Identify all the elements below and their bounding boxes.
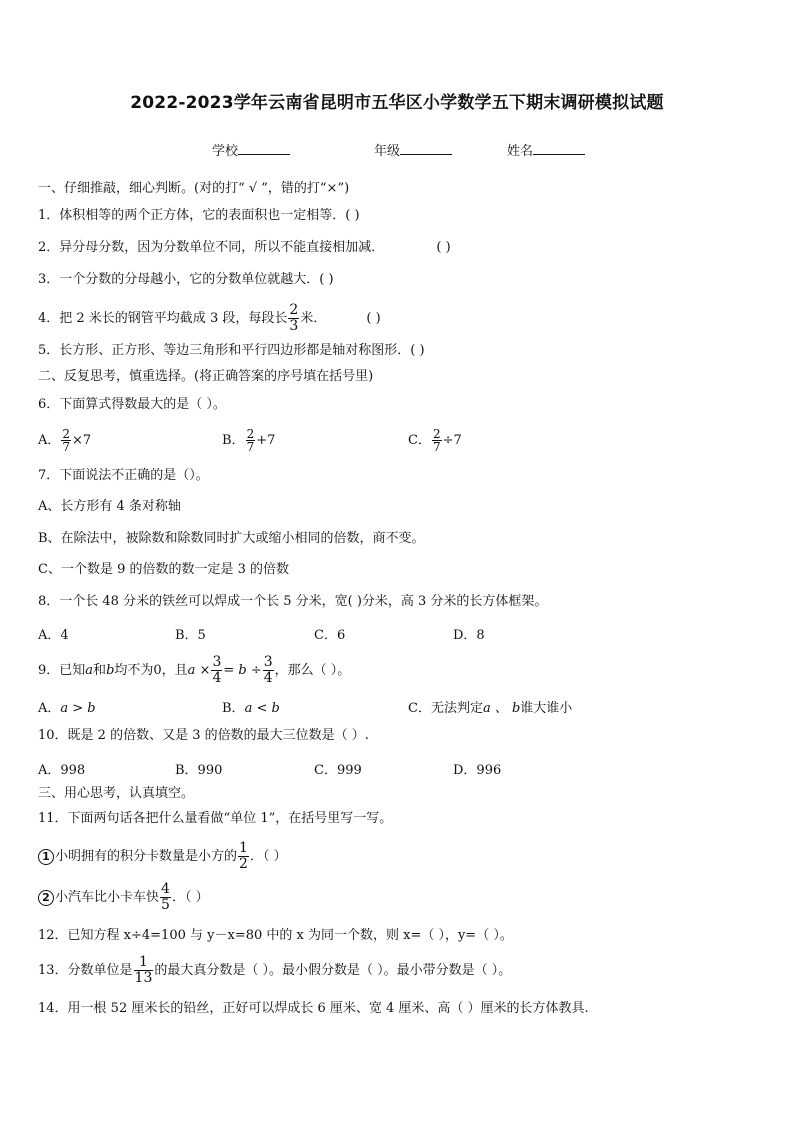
question-11-part-1-answer[interactable]: ．（ ） xyxy=(249,849,287,864)
question-7-option-c[interactable]: C、一个数是 9 的倍数的数一定是 3 的倍数 xyxy=(38,562,290,577)
question-9-option-a[interactable]: A．a > b xyxy=(38,701,96,716)
question-2-answer[interactable]: ( ) xyxy=(436,240,451,255)
fraction-1-2: $\frac{1}{2}$ xyxy=(239,840,248,872)
fraction-2-3: $\frac{2}{3}$ xyxy=(289,302,299,334)
question-10-option-a[interactable]: A．998 xyxy=(38,763,86,778)
name-blank[interactable] xyxy=(533,142,585,155)
question-11-part-1: 1 小明拥有的积分卡数量是小方的 $\frac{1}{2}$ ．（ ） xyxy=(38,841,287,872)
circled-number-1: 1 xyxy=(38,849,54,865)
fraction-3-4: $\frac{3}{4}$ xyxy=(212,654,222,686)
question-8-option-a[interactable]: A．4 xyxy=(38,628,69,643)
fraction-2-7: $\frac{2}{7}$ xyxy=(62,427,71,454)
page-title: 2022-2023学年云南省昆明市五华区小学数学五下期末调研模拟试题 xyxy=(130,93,664,113)
grade-field[interactable] xyxy=(374,140,452,159)
question-7-option-a[interactable]: A、长方形有 4 条对称轴 xyxy=(38,499,181,514)
fraction-2-7: $\frac{2}{7}$ xyxy=(246,427,255,454)
question-13: 13．分数单位是 $\frac{1}{13}$ 的最大真分数是（ ）。最小假分数是（ ）。最小带分数是（ ）。 xyxy=(38,954,512,986)
question-10-option-c[interactable]: C．999 xyxy=(314,763,362,778)
question-7: 7．下面说法不正确的是（）。 xyxy=(38,468,209,483)
school-blank[interactable] xyxy=(238,142,290,155)
section-2-heading: 二、反复思考，慎重选择。(将正确答案的序号填在括号里) xyxy=(38,369,374,384)
question-1: 1．体积相等的两个正方体，它的表面积也一定相等．( ) xyxy=(38,208,360,223)
question-4-unit: 米． xyxy=(300,311,327,326)
question-8: 8．一个长 48 分米的铁丝可以焊成一个长 5 分米，宽( )分米，高 3 分米的长方体框架。 xyxy=(38,594,548,609)
question-12: 12．已知方程 x÷4=100 与 y－x=80 中的 x 为同一个数，则 x=（ ），y=（ ）。 xyxy=(38,928,513,943)
question-4-text: 4．把 2 米长的钢管平均截成 3 段，每段长 xyxy=(38,311,288,326)
question-11-part-2: 2 小汽车比小卡车快 $\frac{4}{5}$ ．（ ） xyxy=(38,882,209,913)
name-field[interactable] xyxy=(507,140,585,159)
question-7-option-b[interactable]: B、在除法中，被除数和除数同时扩大或缩小相同的倍数，商不变。 xyxy=(38,531,425,546)
section-3-heading: 三、用心思考，认真填空。 xyxy=(38,786,195,801)
question-10-option-b[interactable]: B．990 xyxy=(175,763,223,778)
question-8-option-c[interactable]: C．6 xyxy=(314,628,346,643)
question-9-option-b[interactable]: B．a < b xyxy=(222,701,280,716)
question-11: 11．下面两句话各把什么量看做“单位 1”，在括号里写一写。 xyxy=(38,811,393,826)
question-11-part-2-answer[interactable]: ．（ ） xyxy=(171,890,209,905)
fraction-1-13: $\frac{1}{13}$ xyxy=(134,954,153,986)
question-10-option-d[interactable]: D．996 xyxy=(453,763,502,778)
question-6-option-c[interactable]: C． $\frac{2}{7}$ ÷7 xyxy=(408,427,462,454)
circled-number-2: 2 xyxy=(38,890,54,906)
question-5: 5．长方形、正方形、等边三角形和平行四边形都是轴对称图形．( ) xyxy=(38,343,425,358)
question-8-option-d[interactable]: D．8 xyxy=(453,628,485,643)
question-10: 10．既是 2 的倍数、又是 3 的倍数的最大三位数是（ ）. xyxy=(38,728,369,743)
question-2-text: 2．异分母分数，因为分数单位不同，所以不能直接相加减． xyxy=(38,240,385,255)
question-9: 9．已知a和b均不为0，且a × $\frac{3}{4}$ = b ÷ $\frac{3}{4}$ ，那么（ ）。 xyxy=(38,654,351,686)
question-9-option-c[interactable]: C．无法判定a 、 b谁大谁小 xyxy=(408,701,573,716)
question-6-option-b[interactable]: B． $\frac{2}{7}$ +7 xyxy=(222,427,276,454)
question-8-option-b[interactable]: B．5 xyxy=(175,628,206,643)
question-14: 14．用一根 52 厘米长的铅丝，正好可以焊成长 6 厘米、宽 4 厘米、高（ ）厘米的长方体教具. xyxy=(38,1001,589,1016)
name-label: 姓名 xyxy=(507,144,534,159)
question-4-answer[interactable]: ( ) xyxy=(366,311,381,326)
question-6: 6．下面算式得数最大的是（ ）。 xyxy=(38,397,226,412)
question-4 xyxy=(38,303,381,334)
school-field[interactable] xyxy=(212,140,290,159)
fraction-4-5: $\frac{4}{5}$ xyxy=(161,881,170,913)
fraction-3-4: $\frac{3}{4}$ xyxy=(263,654,273,686)
grade-label: 年级 xyxy=(374,144,401,159)
section-1-heading: 一、仔细推敲，细心判断。(对的打“ √ ”，错的打“×”) xyxy=(38,181,350,196)
question-3: 3．一个分数的分母越小，它的分数单位就越大．( ) xyxy=(38,272,334,287)
school-label: 学校 xyxy=(212,144,239,159)
grade-blank[interactable] xyxy=(400,142,452,155)
question-6-option-a[interactable]: A． $\frac{2}{7}$ ×7 xyxy=(38,427,92,454)
question-2 xyxy=(38,239,451,257)
fraction-2-7: $\frac{2}{7}$ xyxy=(432,427,441,454)
